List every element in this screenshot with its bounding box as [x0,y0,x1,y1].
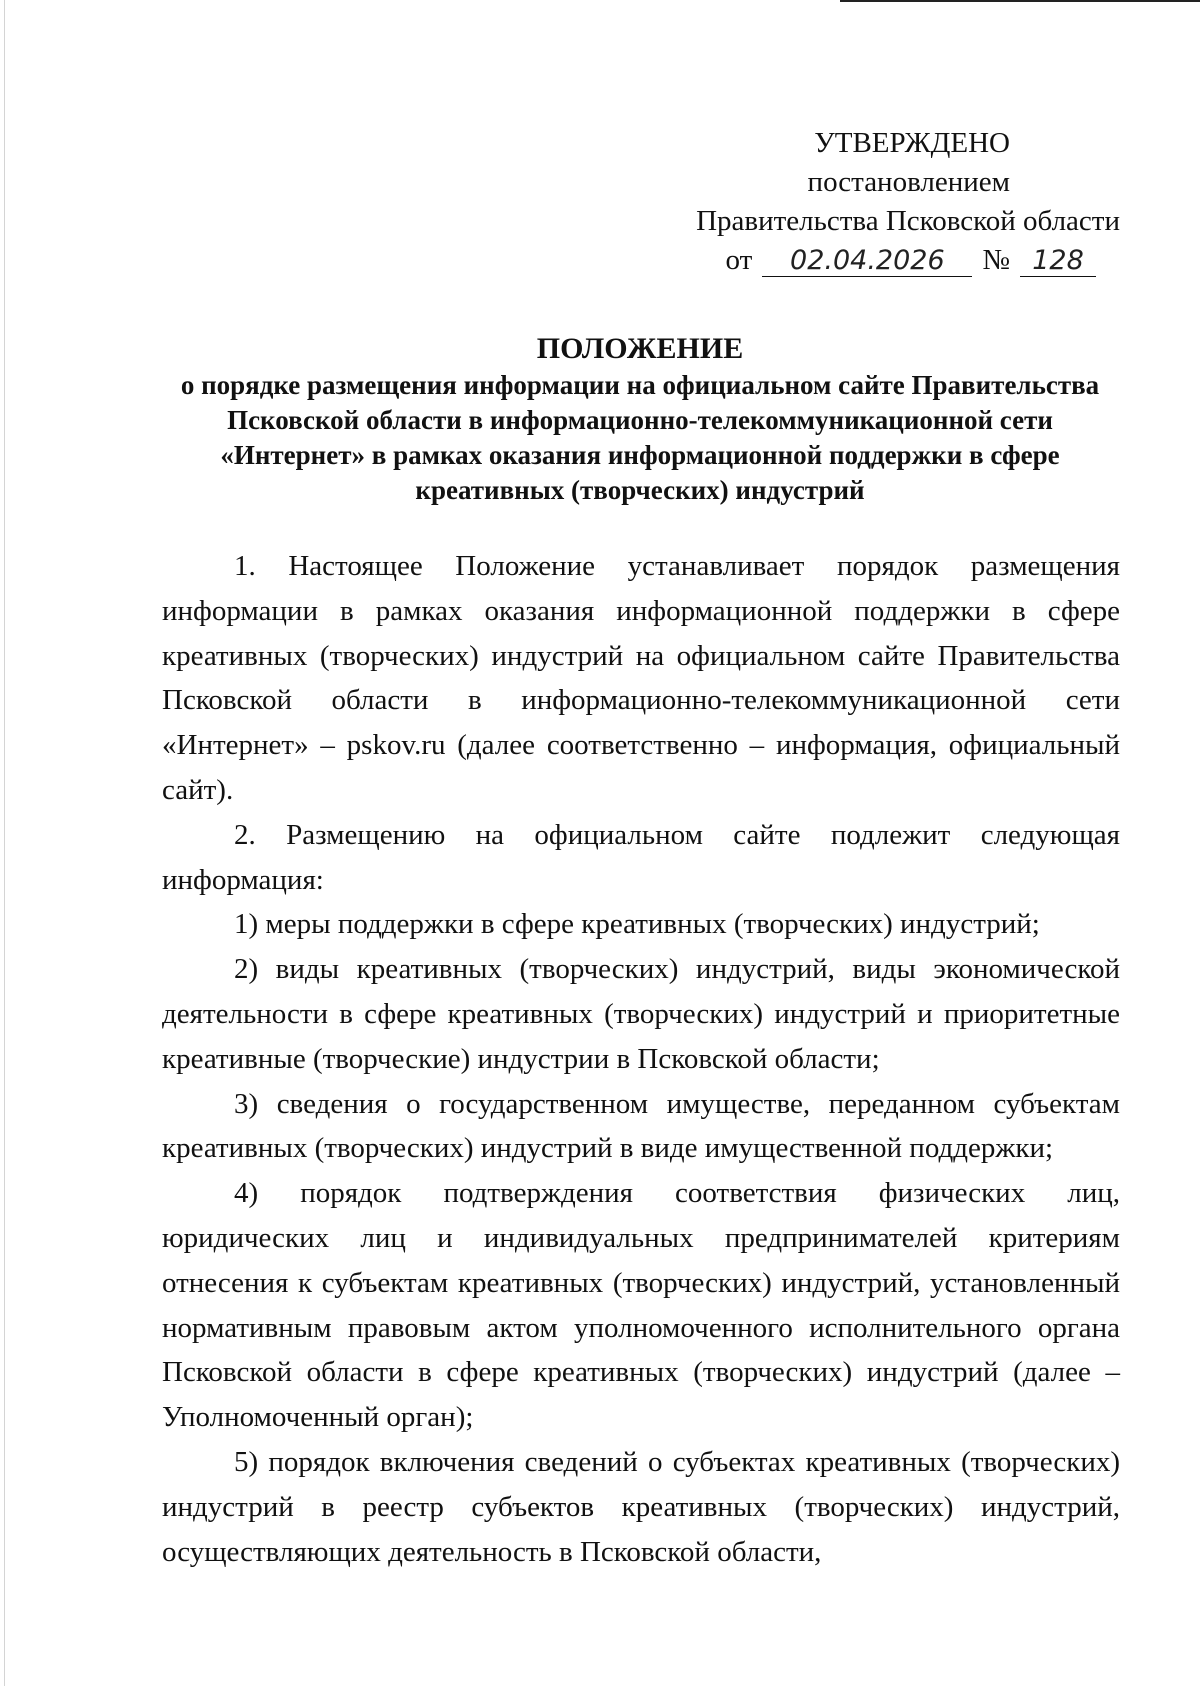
approval-stamp [600,124,1120,280]
list-item-4: 4) порядок подтверждения соответствия физических лиц, юридических лиц и индивидуальных предпринимателей критериям отнесения к субъектам креативных (творческих) индустрий, установленный нормативным правовым актом уполномоченного исполнительного органа Псковской области в сфере креативных (творческих) индустрий (далее – Уполномоченный орган); [162,1177,1120,1434]
approval-line-government: Правительства Псковской области [696,205,1120,237]
list-item-2: 2) виды креативных (творческих) индустрий, виды экономической деятельности в сфере креативных (творческих) индустрий и приоритетные креативные (творческие) индустрии в Псковской области; [162,953,1120,1075]
scan-edge-top [840,0,1200,2]
list-item-5: 5) порядок включения сведений о субъектах креативных (творческих) индустрий в реестр субъектов креативных (творческих) индустрий, осуществляющих деятельность в Псковской области, [162,1445,1120,1568]
paragraph-1: 1. Настоящее Положение устанавливает порядок размещения информации в рамках оказания информационной поддержки в сфере креативных (творческих) индустрий на официальном сайте Правительства Псковской области в информационно-телекоммуникационной сети «Интернет» – pskov.ru (далее соответственно – информация, официальный сайт). [162,550,1120,806]
approval-date-number-line [600,241,1120,280]
document-subtitle: о порядке размещения информации на официальном сайте Правительства Псковской области в информационно-телекоммуникационной сети «Интернет» в рамках оказания информационной поддержки в сфере креативных (творческих) индустрий [180,370,1100,505]
scan-edge-left [4,0,5,1686]
paragraph-2: 2. Размещению на официальном сайте подлежит следующая информация: [162,818,1120,896]
document-title: ПОЛОЖЕНИЕ [536,332,744,365]
date-prefix: от [725,244,753,276]
list-item-3: 3) сведения о государственном имуществе, переданном субъектам креативных (творческих) индустрий в виде имущественной поддержки; [162,1087,1120,1165]
document-body [162,544,1120,1574]
approval-line-resolution: постановлением [807,166,1010,198]
handwritten-number: 128 [1020,246,1096,277]
approval-heading: УТВЕРЖДЕНО [814,127,1010,159]
document-title-block [160,330,1120,508]
number-sign: № [982,244,1010,276]
handwritten-date: 02.04.2026 [762,246,972,277]
list-item-1: 1) меры поддержки в сфере креативных (творческих) индустрий; [234,908,1040,941]
